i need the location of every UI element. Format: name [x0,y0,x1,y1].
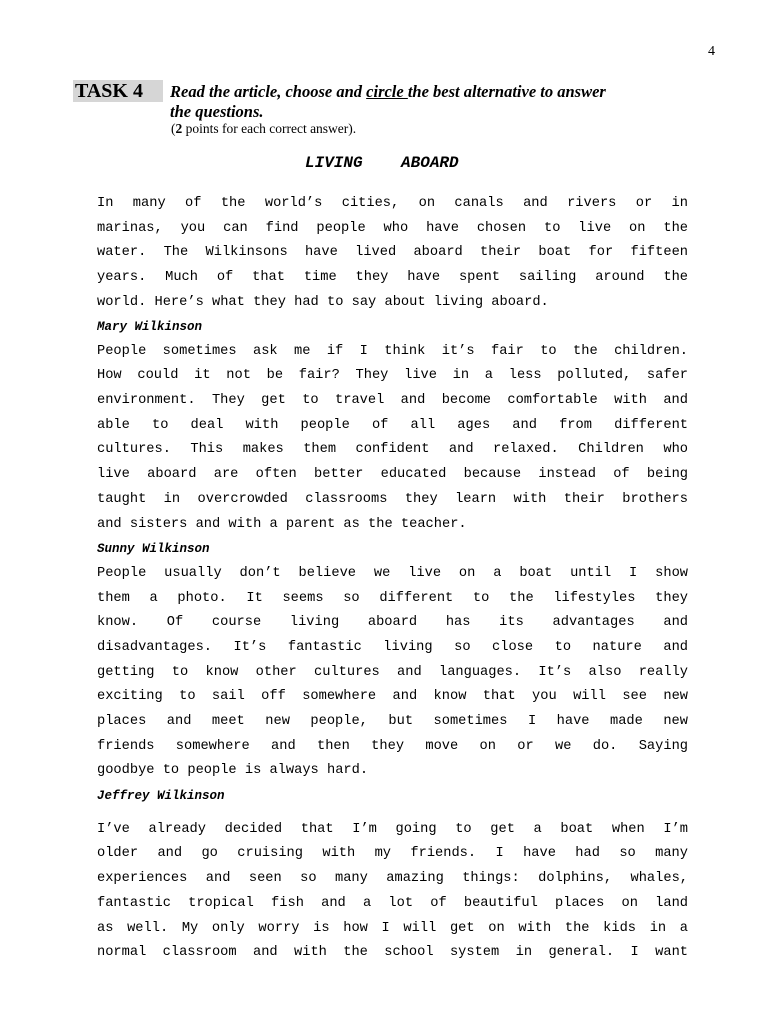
article-line: cultures. This makes them confident and relaxed. Children who [97,442,688,458]
article-line: marinas, you can find people who have chosen to live on the [97,220,688,236]
article-sections [97,315,688,966]
article-line: fantastic tropical fish and a lot of beautiful places on land [97,895,688,911]
article-line: years. Much of that time they have spent sailing around the [97,270,688,286]
instruction-circle-word: circle [366,82,408,101]
article-line: know. Of course living aboard has its advantages and [97,615,688,631]
article-line: and sisters and with a parent as the teacher. [97,516,467,532]
article-line: normal classroom and with the school system in general. I want [97,945,688,961]
article-line: water. The Wilkinsons have lived aboard their boat for fifteen [97,245,688,261]
task-instruction [170,82,730,122]
article-line: getting to know other cultures and languages. It’s also really [97,664,688,680]
points-note [171,121,356,137]
article-line: disadvantages. It’s fantastic living so close to nature and [97,639,688,655]
instruction-text: Read the article, choose and [170,82,367,101]
article-line: able to deal with people of all ages and from different [97,417,688,433]
article-line: live aboard are often better educated because instead of being [97,467,688,483]
article-line: goodbye to people is always hard. [97,763,369,779]
speaker-name: Sunny Wilkinson [97,542,210,557]
speaker-name: Jeffrey Wilkinson [97,789,225,804]
article-intro [97,192,688,315]
instruction-line-2: the questions. [170,102,264,121]
page-number: 4 [708,44,715,59]
article-line: exciting to sail off somewhere and know that you will see new [97,689,688,705]
article-line: People sometimes ask me if I think it’s fair to the children. [97,343,688,359]
article-line: experiences and seen so many amazing things: dolphins, whales, [97,871,688,887]
article-line: friends somewhere and then they move on or we do. Saying [97,738,688,754]
points-number: 2 [175,121,183,136]
article-line: world. Here’s what they had to say about living aboard. [97,294,549,310]
article-line: older and go cruising with my friends. I have had so many [97,846,688,862]
speaker-name: Mary Wilkinson [97,320,203,334]
article-line: taught in overcrowded classrooms they learn with their brothers [97,491,688,507]
article-line: them a photo. It seems so different to the lifestyles they [97,590,688,606]
task-label: TASK 4 [73,80,163,102]
points-rest: points for each correct answer). [182,121,357,136]
article-line: I’ve already decided that I’m going to get a boat when I’m [97,821,688,837]
article-line: People usually don’t believe we live on a boat until I show [97,565,688,581]
article-title: LIVING ABOARD [305,154,459,172]
article-line: How could it not be fair? They live in a less polluted, safer [97,368,688,384]
article-line: environment. They get to travel and become comfortable with and [97,393,688,409]
article-line: In many of the world’s cities, on canals and rivers or in [97,196,688,211]
article-line: as well. My only worry is how I will get on with the kids in a [97,920,688,936]
article-line: places and meet new people, but sometimes I have made new [97,714,688,729]
instruction-text-end: the best alternative to answer [407,82,606,101]
points-open: ( [171,121,176,136]
